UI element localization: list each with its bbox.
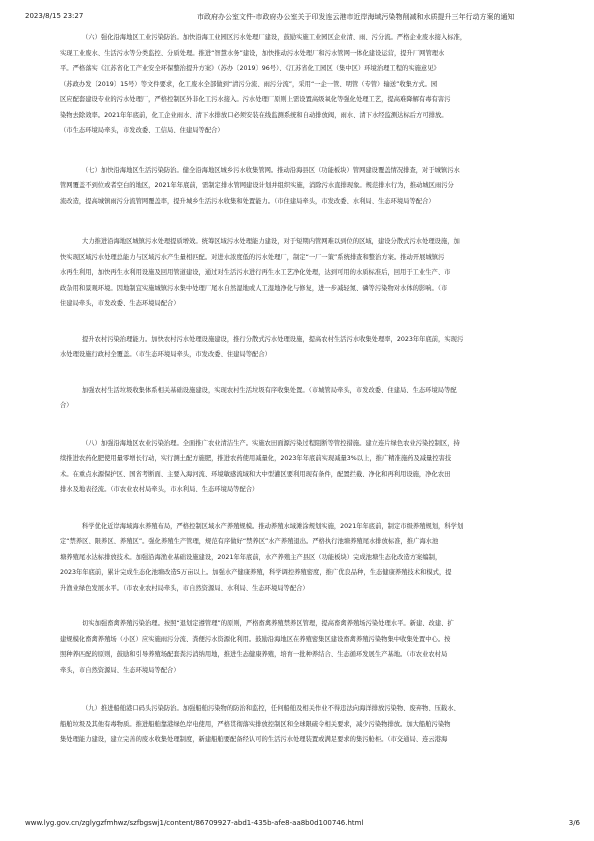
text-line: 染物去除效率。2021年年底前，化工企业雨水、清下水排放口必须安装在线监测系统和自动排放阀，雨水、清下水经监测达标后方可排放。 [60, 111, 448, 119]
text-line: （八）加强沿海地区农业污染治理。全面推广农业清洁生产。实施农田面源污染过程阻断等管控措施。建立连片绿色农业污染控制区，持 [82, 439, 460, 447]
text-line: （九）推进船舶港口码头污染防治。加强船舶污染物的防治和监控，任何船舶及相关作业不得违法向海洋排放污染物、废弃物、压载水、 [82, 705, 460, 712]
text-line: （六）强化沿海地区工业污染防治。加快沿海工业园区污水处理厂建设，鼓励实施工业园区企业清、雨、污分流。严格企业废水接入标准， [82, 34, 467, 41]
page-footer [25, 819, 580, 831]
page-number: 3/6 [568, 819, 580, 827]
paragraph-agricultural-pollution [60, 436, 580, 498]
text-line: 切实加强畜禽养殖污染治理。按照“退划定遵管理”的原则，严格畜禽养殖禁养区管理，提高畜禽养殖场污染处理水平。新建、改建、扩 [82, 620, 454, 627]
print-datetime: 2023/8/15 23:27 [25, 12, 84, 20]
paragraph-rural-waste [60, 383, 580, 414]
paragraph-aquaculture [60, 519, 580, 597]
text-line: 流改造，提高城镇雨污分流管网覆盖率，提升城乡生活污水收集和处置能力。（市住建局牵头，市发改委、水利局、生态环境局等配合） [60, 197, 435, 205]
text-line: 升渔业绿色发展水平。（市农业农村局牵头，市自然资源局、水利局、生态环境局等配合） [60, 584, 309, 592]
text-line: 照种养匹配的原则，鼓励和引导养殖场配套粪污消纳用地，推进生态健康养殖，培育一批种养结合、生态循环发展生产基地。（市农业农村局 [60, 651, 448, 658]
text-line: （市生态环境局牵头，市发改委、工信局、住建局等配合） [60, 127, 224, 134]
text-line: 建规模化畜禽养殖场（小区）应实施雨污分流、粪便污水资源化利用。鼓励沿海地区在养殖密集区建设畜禽养殖污染物集中收集处置中心。按 [60, 635, 451, 643]
text-line: （苏政办发〔2019〕15号）等文件要求，化工废水全部做到“清污分流、雨污分流”，采用“一企一管、明管（专管）输送”收集方式。园 [60, 80, 438, 88]
text-line: 平。严格落实《江苏省化工产业安全环保整治提升方案》（苏办〔2019〕96号）、《江苏省化工园区（集中区）环境治理工程的实施意见》 [60, 65, 440, 72]
text-line: 水再生利用，加快再生水利用设施及回用管道建设，通过对生活污水进行再生水工艺净化处理，达到可用的水质标准后，回用于工业生产、市 [60, 269, 451, 276]
text-line: 水处理设施行政村全覆盖。（市生态环境局牵头，市发改委、住建局等配合） [60, 351, 271, 358]
paragraph-domestic-pollution [60, 163, 580, 210]
text-line: 船舶垃圾及其他有毒物质。推进船舶靠港绿色岸电使用，严格贯彻落实排放控制区和全球限硫令相关要求，减少污染物排放。加大船舶污染物 [60, 720, 451, 728]
text-line: 牵头，市自然资源局、生态环境局等配合） [60, 666, 180, 674]
text-line: 提升农村污染治理能力。加快农村污水处理设施建设，推行分散式污水处理设施，提高农村生活污水收集处理率，2023年年底前，实现污 [82, 335, 464, 343]
text-line: （七）加快沿海地区生活污染防治。健全沿海地区城乡污水收集管网。推动沿海县区（功能板块）管网建设覆盖情况排查，对于城镇污水 [82, 166, 460, 174]
text-line: 术。在重点水源保护区、国省考断面、主要入海河流、环境敏感流域和大中型灌区要利用现有条件，配置拦截、净化和再利用设施，净化农田 [60, 470, 451, 478]
paragraph-urban-sewage [60, 234, 580, 312]
paragraph-industrial-pollution [60, 30, 580, 139]
text-line: 2023年年底前，累计完成生态化池塘改造5万亩以上。加强水产健康养殖，科学调控养殖密度，推广优良品种，生态健康养殖技术和模式，提 [60, 569, 452, 576]
text-line: 定“禁养区、限养区、养殖区”。强化养殖生产管理，规范有序做好“禁养区”水产养殖退出。严格执行池塘养殖尾水排放标准，推广海水池 [60, 538, 439, 545]
text-line: 集处理能力建设，建立完善的废水收集处理制度，新建船舶要配备经认可的生活污水处理装置或满足要求的集污舱柜。（市交通局、连云港海 [60, 736, 448, 743]
document-body [60, 30, 580, 748]
paragraph-ship-port [60, 701, 580, 748]
text-line: 加强农村生活垃圾收集体系相关基础设施建设，实现农村生活垃圾有序收集处置。（市城管局牵头，市发改委、住建局、生态环境局等配 [82, 386, 457, 394]
text-line: 合） [60, 402, 73, 409]
text-line: 管网覆盖不到位或者空白的地区，2021年年底前，需制定排水管网建设计划并组织实施，消除污水直排现象。规范排水行为，推动城区雨污分 [60, 182, 454, 189]
page-url: www.lyg.gov.cn/zglygzfmhwz/szfbgswj1/content/86709927-abd1-435b-afe8-aa8b0d100746.html [25, 819, 364, 827]
paragraph-rural-pollution [60, 332, 580, 363]
text-line: 大力推进沿海地区城镇污水处理提质增效。统筹区域污水处理能力建设，对于短期内管网难以到位的区域，建设分散式污水处理设施，加 [82, 238, 460, 245]
text-line: 实现工业废水、生活污水等分类监控、分质处理。推进“智慧水务”建设，加快推动污水处理厂和污水管网一体化建设运营，提升厂网管理水 [60, 49, 445, 57]
paragraph-livestock [60, 616, 580, 678]
text-line: 住建局牵头，市发改委、生态环境局配合） [60, 300, 180, 307]
text-line: 排水及地表径流。（市农业农村局牵头，市水利局、生态环境局等配合） [60, 486, 259, 493]
text-line: 政杂用和景观环境。因地制宜实施城镇污水集中处理厂尾水自然湿地或人工湿地净化与修复，进一步减轻氮、磷等污染物对水体的影响。（市 [60, 284, 448, 292]
text-line: 区应配套建设专业的污水处理厂，严格控制区外非化工污水接入。污水处理厂原则上需设置高级氧化等强化处理工艺，提高难降解有毒有害污 [60, 96, 451, 103]
text-line: 科学优化近岸海域海水养殖布局，严格控制区域水产养殖规模。推动养殖水域滩涂规划实施，2021年年底前，制定市级养殖规划，科学划 [82, 522, 464, 530]
text-line: 快实现区域污水处理总能力与区域污水产生量相匹配。对进水浓度低的污水处理厂，制定“一厂一策”系统排查和整治方案。推动开展城镇污 [60, 253, 445, 261]
document-title: 市政府办公室文件-市政府办公室关于印发连云港市近岸海域污染物削减和水质提升三年行动方案的通知 [197, 13, 515, 21]
text-line: 塘养殖尾水达标排放技术。加强沿海渔业基础设施建设，2021年年底前，水产养殖主产县区（功能板块）完成池塘生态化改造方案编制， [60, 553, 442, 561]
page-header [25, 12, 582, 24]
text-line: 续推进农药化肥使用量零增长行动，实行测土配方施肥，推进农药使用减量化，2023年年底前实现减量3%以上，推广精准施药及减量控害技 [60, 455, 452, 462]
